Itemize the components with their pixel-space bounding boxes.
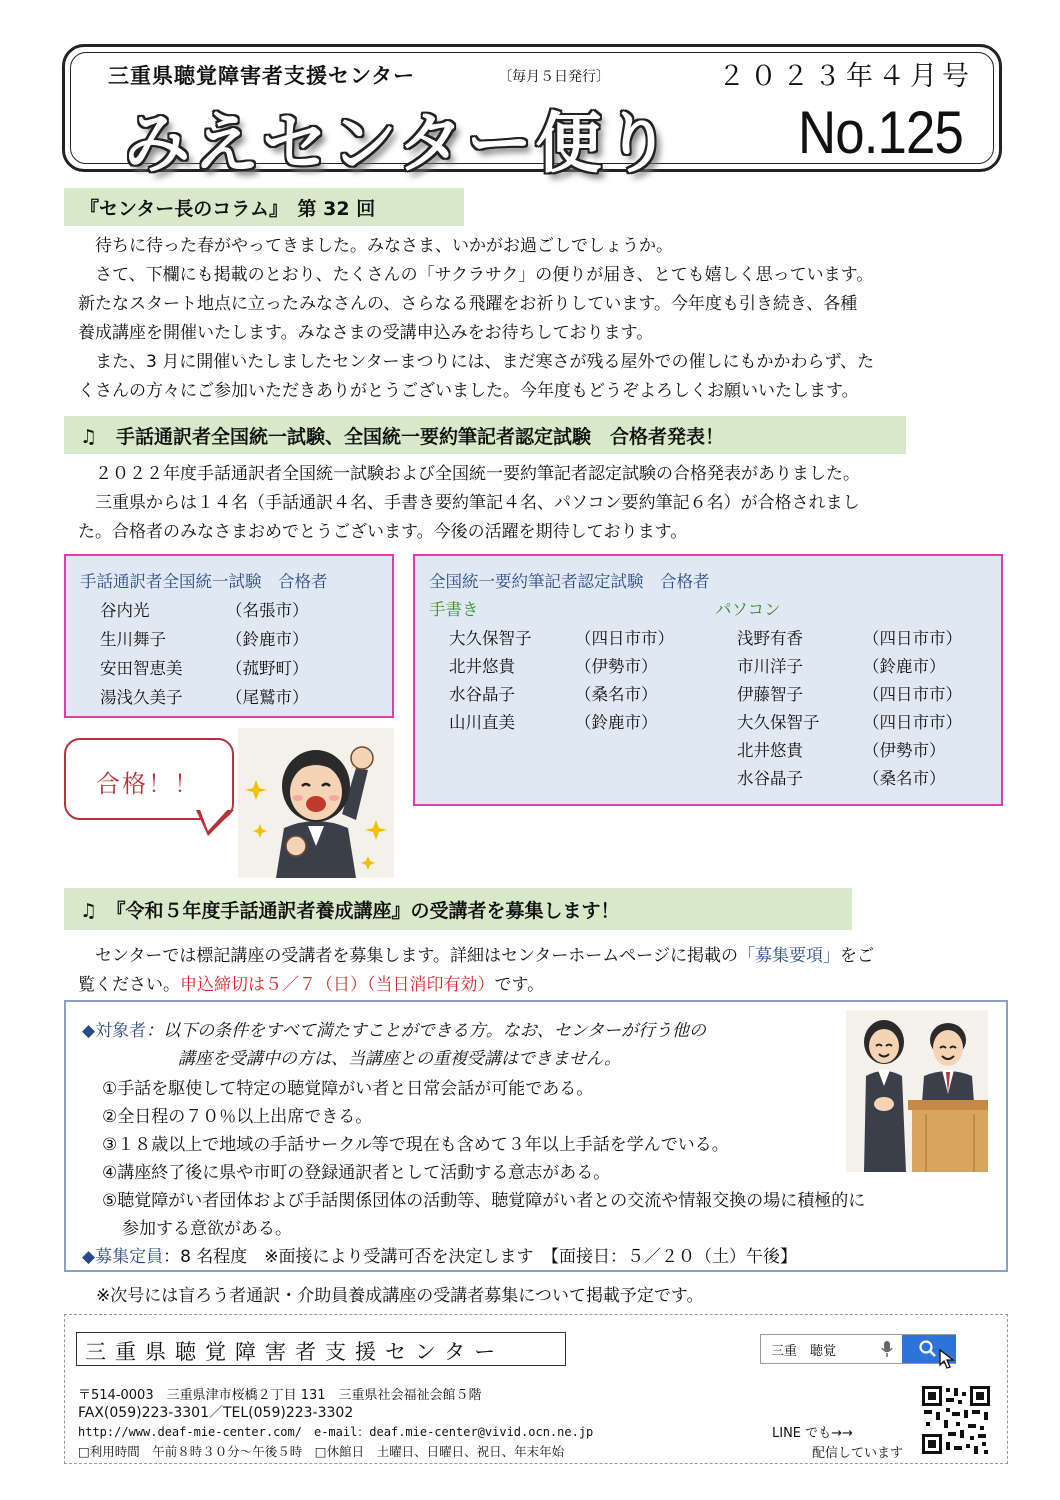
sign-passer-name: 生川舞子 <box>100 630 166 649</box>
condition-item: ⑤聴覚障がい者団体および手話関係団体の活動等、聴覚障がい者との交流や情報交換の場に積極的に <box>102 1191 866 1211</box>
condition-item: ②全日程の７０％以上出席できる。 <box>102 1107 373 1127</box>
course-intro-line-2 <box>78 971 544 1000</box>
summary-exam-title: 全国統一要約筆記者認定試験 合格者 <box>429 572 710 591</box>
results-line-3: た。合格者のみなさまおめでとうございます。今後の活躍を期待しております。 <box>78 522 688 542</box>
column-heading: 『センター長のコラム』 第 32 回 <box>64 188 464 226</box>
column-line-1: 待ちに待った春がやってきました。みなさま、いかがお過ごしでしょうか。 <box>78 236 673 256</box>
pc-passer-name: 伊藤智子 <box>737 685 803 704</box>
pc-passer-city: （四日市市） <box>863 629 962 648</box>
target-text: ：以下の条件をすべて満たすことができる方。なお、センターが行う他の <box>146 1021 707 1041</box>
next-issue-notice: ※次号には盲ろう者通訳・介助員養成講座の受講者募集について掲載予定です。 <box>96 1286 704 1306</box>
pc-label: パソコン <box>715 600 781 619</box>
column-line-3: 新たなスタート地点に立ったみなさんの、さらなる飛躍をお祈りしています。今年度も引き続き、各種 <box>78 294 858 314</box>
header-org-name: 三重県聴覚障害者支援センター <box>108 64 416 88</box>
results-line-2: 三重県からは１４名（手話通訳４名、手書き要約筆記４名、パソコン要約筆記６名）が合格されまし <box>78 493 860 513</box>
target-line-1 <box>82 1016 706 1041</box>
microphone-icon <box>881 1340 893 1358</box>
issue-number: No.125 <box>798 99 963 166</box>
cursor-pointer-icon <box>938 1348 956 1370</box>
handwriting-label: 手書き <box>429 600 479 619</box>
sign-exam-box <box>64 554 394 718</box>
pc-passer-name: 浅野有香 <box>737 629 803 648</box>
sign-passer-city: （菰野町） <box>226 659 309 678</box>
pc-passer-name: 市川洋子 <box>737 657 803 676</box>
sign-passer-city: （鈴鹿市） <box>226 630 309 649</box>
header-issue-month: ２０２３年４月号 <box>718 61 974 92</box>
sign-passer-city: （尾鷲市） <box>226 688 309 707</box>
sign-passer-name: 谷内光 <box>100 601 150 620</box>
course-intro-text: 覧ください。 <box>78 975 180 995</box>
application-deadline: 申込締切は５／７（日）（当日消印有効） <box>180 975 495 995</box>
celebrating-woman-illustration <box>238 728 394 878</box>
course-intro-text: センターでは標記講座の受講者を募集します。詳細はセンターホームページに掲載の <box>78 946 738 966</box>
condition-item: ③１８歳以上で地域の手話サークル等で現在も含めて３年以上手話を学んでいる。 <box>102 1135 729 1155</box>
pc-passer-name: 北井悠貴 <box>737 741 803 760</box>
handwriting-passer-name: 山川直美 <box>449 713 515 732</box>
header-frequency: 〔毎月５日発行〕 <box>498 69 610 85</box>
sign-passer-city: （名張市） <box>226 601 309 620</box>
handwriting-passer-city: （伊勢市） <box>575 657 658 676</box>
course-intro-text: をご <box>839 946 874 966</box>
capacity-label: ◆募集定員 <box>82 1247 164 1267</box>
handwriting-passer-name: 水谷晶子 <box>449 685 515 704</box>
condition-item-continued: 参加する意欲がある。 <box>122 1219 292 1239</box>
capacity-line <box>82 1242 797 1267</box>
summary-exam-box <box>413 554 1003 806</box>
line-promo-2: 配信しています <box>812 1446 904 1461</box>
footer-web-email: http://www.deaf-mie-center.com/ e-mail：deaf.mie-center@vivid.ocn.ne.jp <box>78 1425 594 1439</box>
newsletter-title: みえセンター便り <box>124 105 674 182</box>
pc-passer-city: （桑名市） <box>863 769 946 788</box>
line-promo-1: LINE でも→→ <box>772 1426 853 1441</box>
pc-passer-city: （四日市市） <box>863 685 962 704</box>
pc-passer-name: 水谷晶子 <box>737 769 803 788</box>
handwriting-passer-city: （鈴鹿市） <box>575 713 658 732</box>
speech-bubble-tail-fill <box>199 807 230 831</box>
pc-passer-city: （伊勢市） <box>863 741 946 760</box>
pc-passer-city: （鈴鹿市） <box>863 657 946 676</box>
course-intro-text: です。 <box>494 975 545 995</box>
qr-code-icon[interactable] <box>920 1384 992 1456</box>
column-line-4: 養成講座を開催いたします。みなさまの受講申込みをお待ちしております。 <box>78 323 654 343</box>
column-line-5: また、3 月に開催いたしましたセンターまつりには、まだ寒さが残る屋外での催しにもかかわらず、た <box>78 352 875 372</box>
recruitment-guidelines-link[interactable]: 「募集要項」 <box>737 946 840 966</box>
results-line-1: ２０２２年度手話通訳者全国統一試験および全国統一要約筆記者認定試験の合格発表がありました。 <box>78 464 860 484</box>
target-line-2: 講座を受講中の方は、当講座との重複受講はできません。 <box>178 1049 622 1069</box>
sign-passer-name: 安田智恵美 <box>100 659 183 678</box>
pc-passer-name: 大久保智子 <box>737 713 820 732</box>
course-heading: ♫ 『令和５年度手話通訳者養成講座』の受講者を募集します！ <box>64 888 852 930</box>
pass-exclamation: 合格！！ <box>96 770 200 798</box>
search-icon <box>918 1339 940 1359</box>
results-heading: ♫ 手話通訳者全国統一試験、全国統一要約筆記者認定試験 合格者発表！ <box>64 416 906 454</box>
course-intro-line-1 <box>78 942 874 971</box>
capacity-text: ：8 名程度 ※面接により受講可否を決定します 【面接日：５／２０（土）午後】 <box>163 1247 798 1267</box>
target-label: ◆対象者 <box>82 1021 147 1041</box>
interview-illustration <box>846 1010 988 1172</box>
sign-exam-title: 手話通訳者全国統一試験 合格者 <box>80 572 328 591</box>
footer-hours: □利用時間 午前８時３０分～午後５時 □休館日 土曜日、日曜日、祝日、年末年始 <box>78 1444 565 1459</box>
handwriting-passer-city: （四日市市） <box>575 629 674 648</box>
search-text: 三重 聴覚 <box>771 1344 837 1359</box>
footer-phone: FAX(059)223-3301／TEL(059)223-3302 <box>78 1405 354 1421</box>
handwriting-passer-name: 北井悠貴 <box>449 657 515 676</box>
footer-address: 〒514-0003 三重県津市桜橋２丁目 131 三重県社会福祉会館５階 <box>78 1388 482 1403</box>
column-line-2: さて、下欄にも掲載のとおり、たくさんの「サクラサク」の便りが届き、とても嬉しく思っています。 <box>78 265 874 285</box>
handwriting-passer-city: （桑名市） <box>575 685 658 704</box>
handwriting-passer-name: 大久保智子 <box>449 629 532 648</box>
footer-org-name: 三重県聴覚障害者支援センター <box>76 1332 566 1366</box>
condition-item: ①手話を駆使して特定の聴覚障がい者と日常会話が可能である。 <box>102 1079 594 1099</box>
column-line-6: くさんの方々にご参加いただきありがとうございました。今年度もどうぞよろしくお願いいたします。 <box>78 381 859 401</box>
sign-passer-name: 湯浅久美子 <box>100 688 183 707</box>
condition-item: ④講座終了後に県や市町の登録通訳者として活動する意志がある。 <box>102 1163 611 1183</box>
pc-passer-city: （四日市市） <box>863 713 962 732</box>
